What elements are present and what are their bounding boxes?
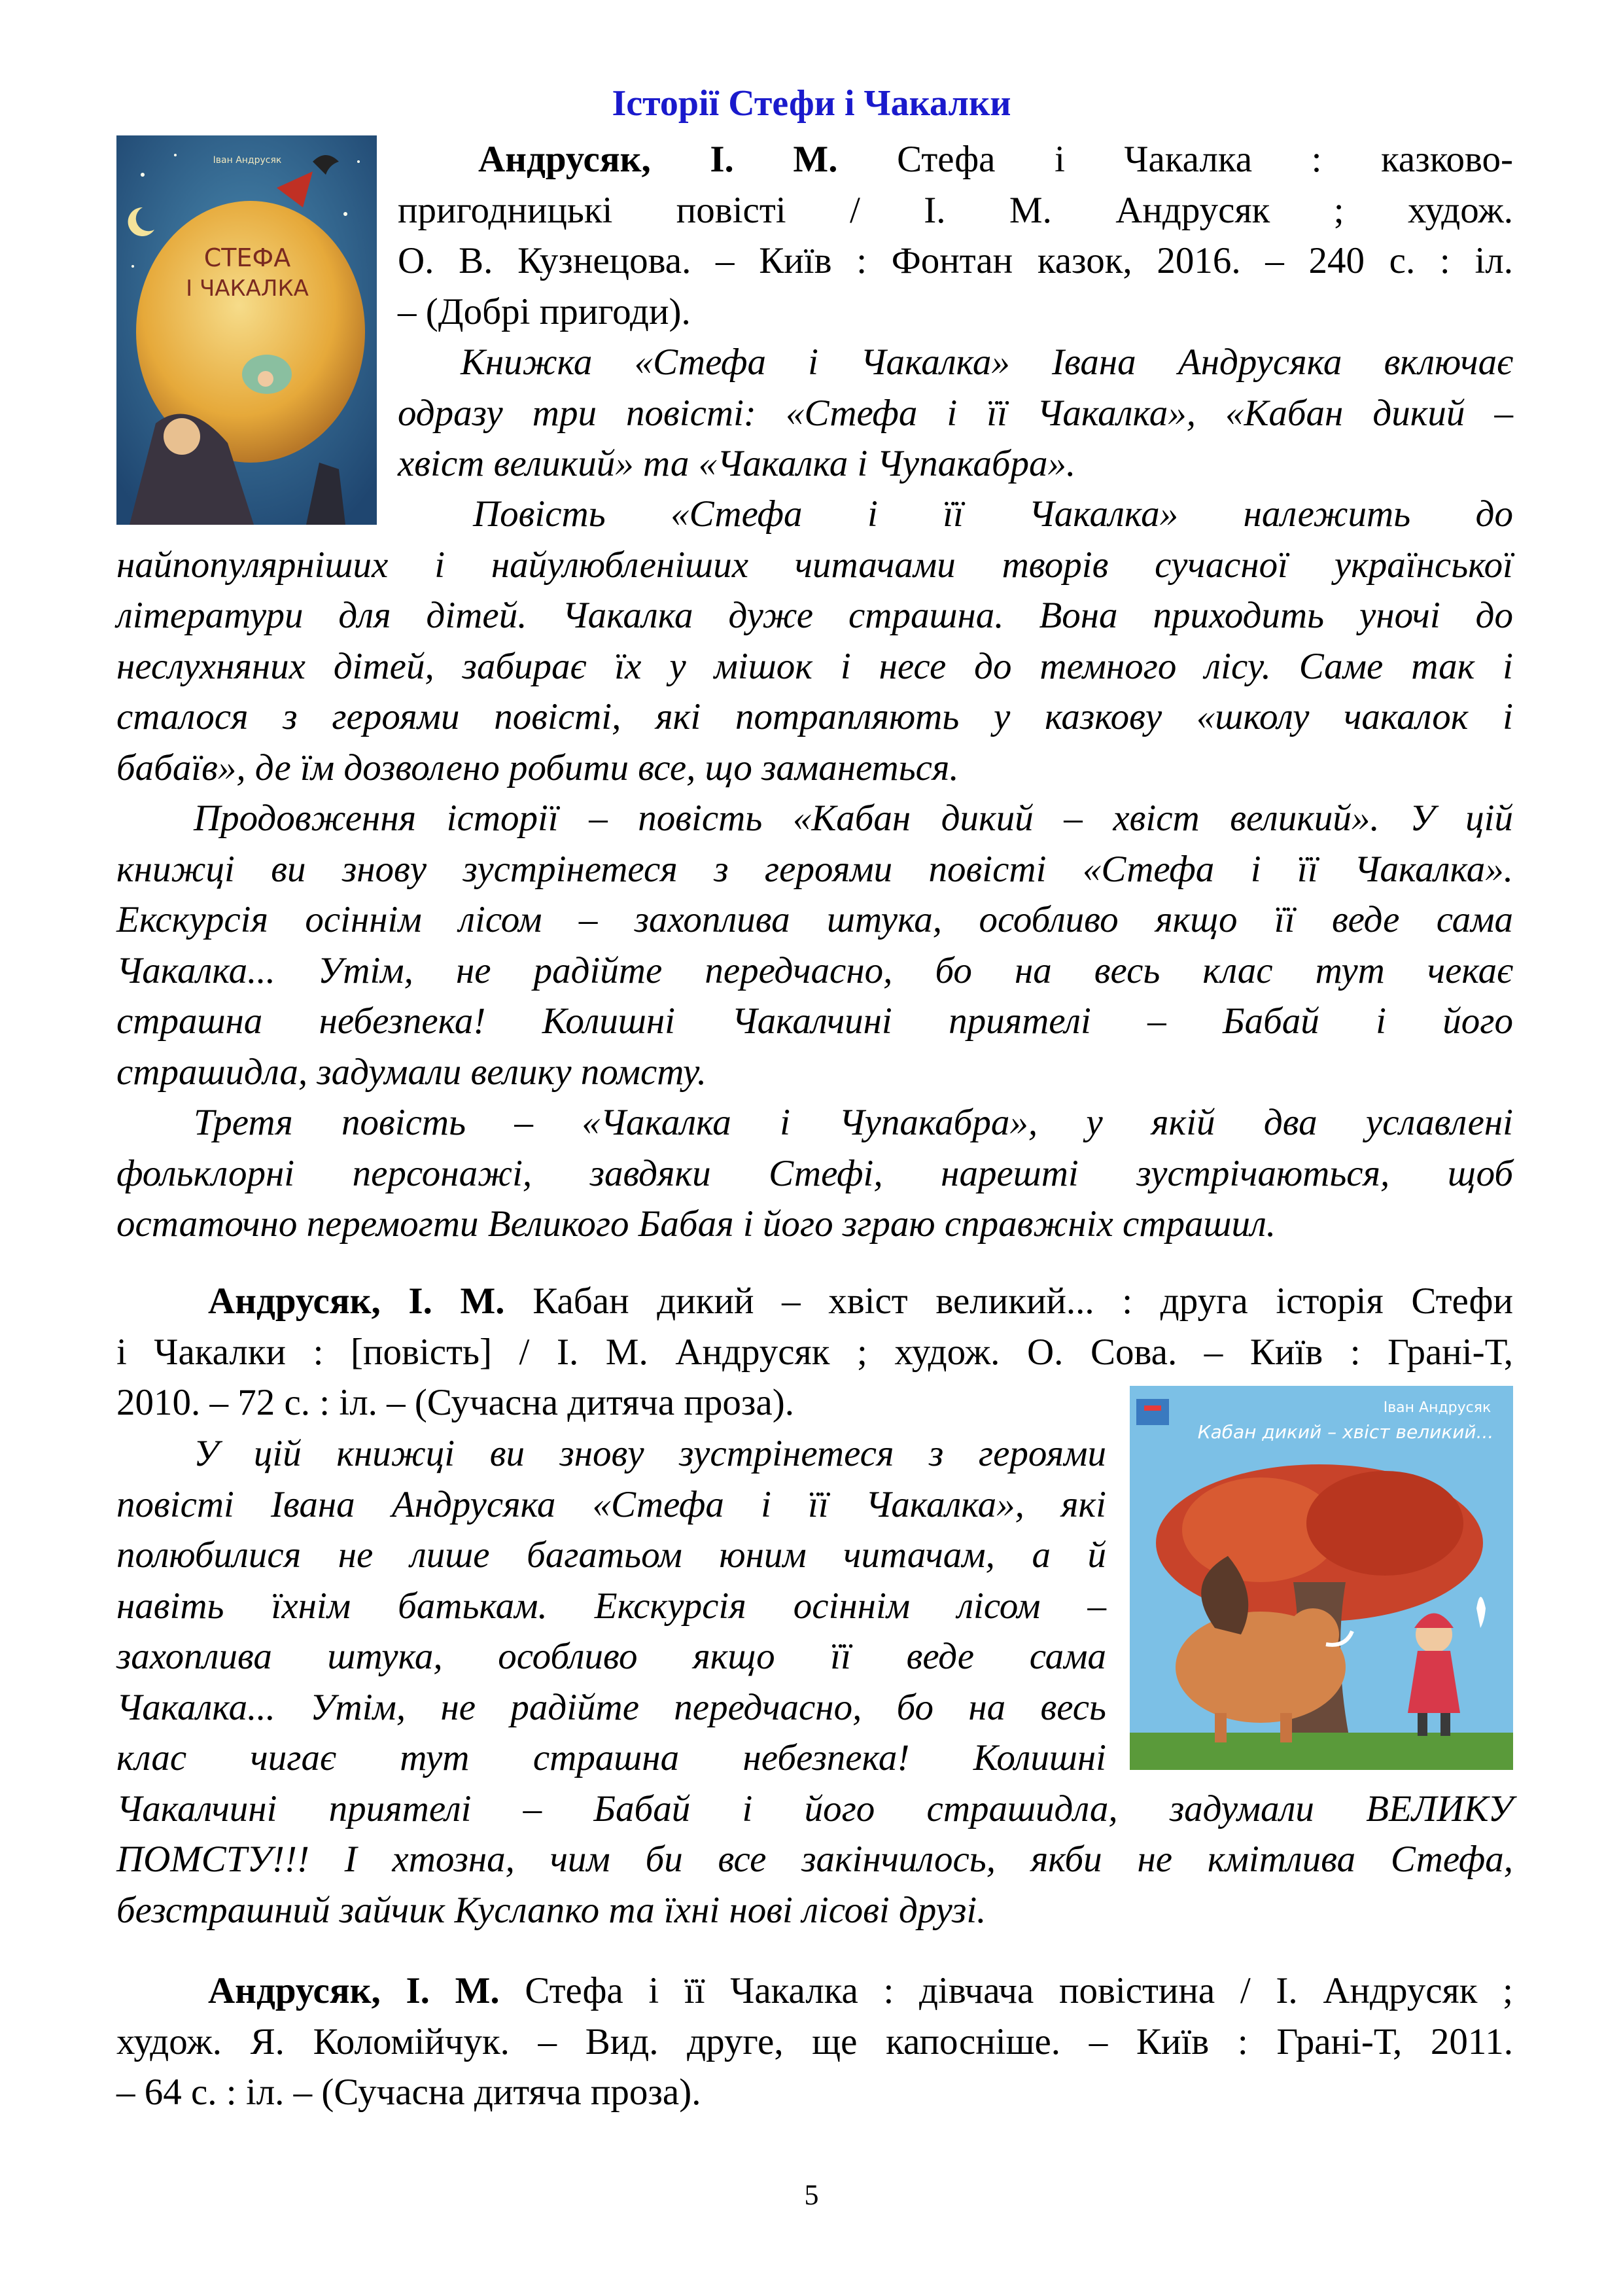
entry-2-annotation-line-5: захоплива штука, особливо якщо її веде сама <box>116 1636 1106 1677</box>
entry-1-annotation-story-2-line-6: страшидла, задумали велику помсту. <box>116 1051 707 1093</box>
cover-1-author: Іван Андрусяк <box>213 155 282 166</box>
entry-2-annotation-line-3: полюбилися не лише багатьом юним читачам, а й <box>116 1534 1106 1576</box>
entry-1-annotation-story-2-line-3: Екскурсія осіннім лісом – захоплива штука, особливо якщо її веде сама <box>116 899 1513 940</box>
entry-2-annotation-line-9: ПОМСТУ!!! І хтозна, чим би все закінчилось, якби не кмітлива Стефа, <box>116 1839 1513 1880</box>
entry-2-annotation-line-8: Чакалчині приятелі – Бабай і його страшидла, задумали ВЕЛИКУ <box>116 1788 1513 1829</box>
entry-1-annotation-intro <box>398 337 1513 489</box>
entry-3-author: Андрусяк, І. М. <box>208 1970 500 2011</box>
entry-1-annotation-story-3-line-3: остаточно перемогти Великого Бабая і його зграю справжніх страшил. <box>116 1203 1276 1245</box>
entry-1-annotation-story-2-line-1: Продовження історії – повість «Кабан дикий – хвіст великий». У цій <box>194 798 1513 839</box>
entry-2-annotation-line-2: повісті Івана Андрусяка «Стефа і її Чакалка», які <box>116 1483 1106 1525</box>
entry-1-citation-line-2: пригодницькі повісті / І. М. Андрусяк ; худож. <box>398 189 1513 231</box>
entry-2-citation-line-1: Кабан дикий – хвіст великий... : друга історія Стефи <box>532 1280 1513 1322</box>
entry-1-annotation-story-1-line-3: літератури для дітей. Чакалка дуже страшна. Вона приходить уночі до <box>116 595 1513 636</box>
entry-1-citation-line-3: О. В. Кузнецова. – Київ : Фонтан казок, 2016. – 240 с. : іл. <box>398 240 1513 281</box>
entry-2-annotation-line-7: клас чигає тут страшна небезпека! Колишні <box>116 1737 1106 1778</box>
entry-1-annotation-story-1-line-6: бабаїв», де їм дозволено робити все, що заманеться. <box>116 747 959 788</box>
entry-2-annotation-line-1: У цій книжці ви знову зустрінетеся з героями <box>194 1433 1106 1474</box>
entry-2-citation-line-3: 2010. – 72 с. : іл. – (Сучасна дитяча проза). <box>116 1382 794 1423</box>
entry-2-annotation-line-6: Чакалка... Утім, не радійте передчасно, бо на весь <box>116 1686 1106 1728</box>
cover-1-title-line2: І ЧАКАЛКА <box>186 275 309 302</box>
entry-1-annotation-story-3 <box>116 1097 1513 1250</box>
entry-2-annotation-line-10: безстрашний зайчик Куслапко та їхні нові лісові друзі. <box>116 1889 986 1931</box>
page-title: Історії Стефи і Чакалки <box>612 83 1011 124</box>
entry-3-citation-line-3: – 64 с. : іл. – (Сучасна дитяча проза). <box>116 2072 701 2113</box>
entry-3-citation-line-2: худож. Я. Коломійчук. – Вид. друге, ще капосніше. – Київ : Грані-Т, 2011. <box>116 2021 1513 2062</box>
entry-1-annotation-intro-line-2: одразу три повісті: «Стефа і її Чакалка», «Кабан дикий – <box>398 392 1513 434</box>
entry-1-annotation-story-2-line-5: страшна небезпека! Колишні Чакалчині приятелі – Бабай і його <box>116 1000 1513 1042</box>
entry-3-citation <box>116 1966 1513 2118</box>
entry-2-citation-line-2: і Чакалки : [повість] / І. М. Андрусяк ; худож. О. Сова. – Київ : Грані-Т, <box>116 1331 1513 1373</box>
cover-2-title: Кабан дикий – хвіст великий... <box>1197 1421 1494 1443</box>
entry-1-annotation-intro-line-3: хвіст великий» та «Чакалка і Чупакабра». <box>398 443 1076 484</box>
entry-1-annotation-story-1 <box>116 489 1513 793</box>
entry-1-citation <box>398 134 1513 337</box>
book-cover-stefa-i-chakalka <box>116 135 377 525</box>
page-number: 5 <box>804 2179 819 2211</box>
entry-1-citation-line-1: Стефа і Чакалка : казково- <box>897 139 1514 180</box>
cover-2-author: Іван Андрусяк <box>1383 1400 1492 1416</box>
cover-1-title-line1: СТЕФА <box>203 243 291 272</box>
entry-3-citation-line-1: Стефа і її Чакалка : дівчача повістина / І. Андрусяк ; <box>525 1970 1513 2011</box>
entry-1-annotation-story-1-line-2: найпопулярніших і найулюбленіших читачами творів сучасної української <box>116 544 1513 586</box>
entry-1-annotation-story-2 <box>116 793 1513 1097</box>
entry-2-annotation-line-4: навіть їхнім батькам. Екскурсія осіннім лісом – <box>116 1585 1106 1627</box>
entry-1-annotation-story-1-line-4: неслухняних дітей, забирає їх у мішок і несе до темного лісу. Саме так і <box>116 645 1513 687</box>
entry-1-author: Андрусяк, І. М. <box>478 139 838 180</box>
entry-1-annotation-story-3-line-1: Третя повість – «Чакалка і Чупакабра», у якій два уславлені <box>194 1102 1513 1143</box>
entry-2-author: Андрусяк, І. М. <box>208 1280 505 1322</box>
entry-1-annotation-story-3-line-2: фольклорні персонажі, завдяки Стефі, нарешті зустрічаються, щоб <box>116 1152 1513 1194</box>
cover-illustration-1 <box>116 135 377 525</box>
entry-1-citation-line-4: – (Добрі пригоди). <box>398 291 691 332</box>
entry-1-annotation-story-1-line-5: сталося з героями повісті, які потрапляють у казкову «школу чакалок і <box>116 696 1513 737</box>
entry-2-annotation <box>116 1428 1513 1935</box>
entry-1-annotation-intro-line-1: Книжка «Стефа і Чакалка» Івана Андрусяка включає <box>461 342 1513 383</box>
entry-1-annotation-story-2-line-4: Чакалка... Утім, не радійте передчасно, бо на весь клас тут чекає <box>116 949 1513 991</box>
entry-1-annotation-story-1-line-1: Повість «Стефа і її Чакалка» належить до <box>473 493 1513 535</box>
entry-1-annotation-story-2-line-2: книжці ви знову зустрінетеся з героями повісті «Стефа і її Чакалка». <box>116 848 1513 890</box>
